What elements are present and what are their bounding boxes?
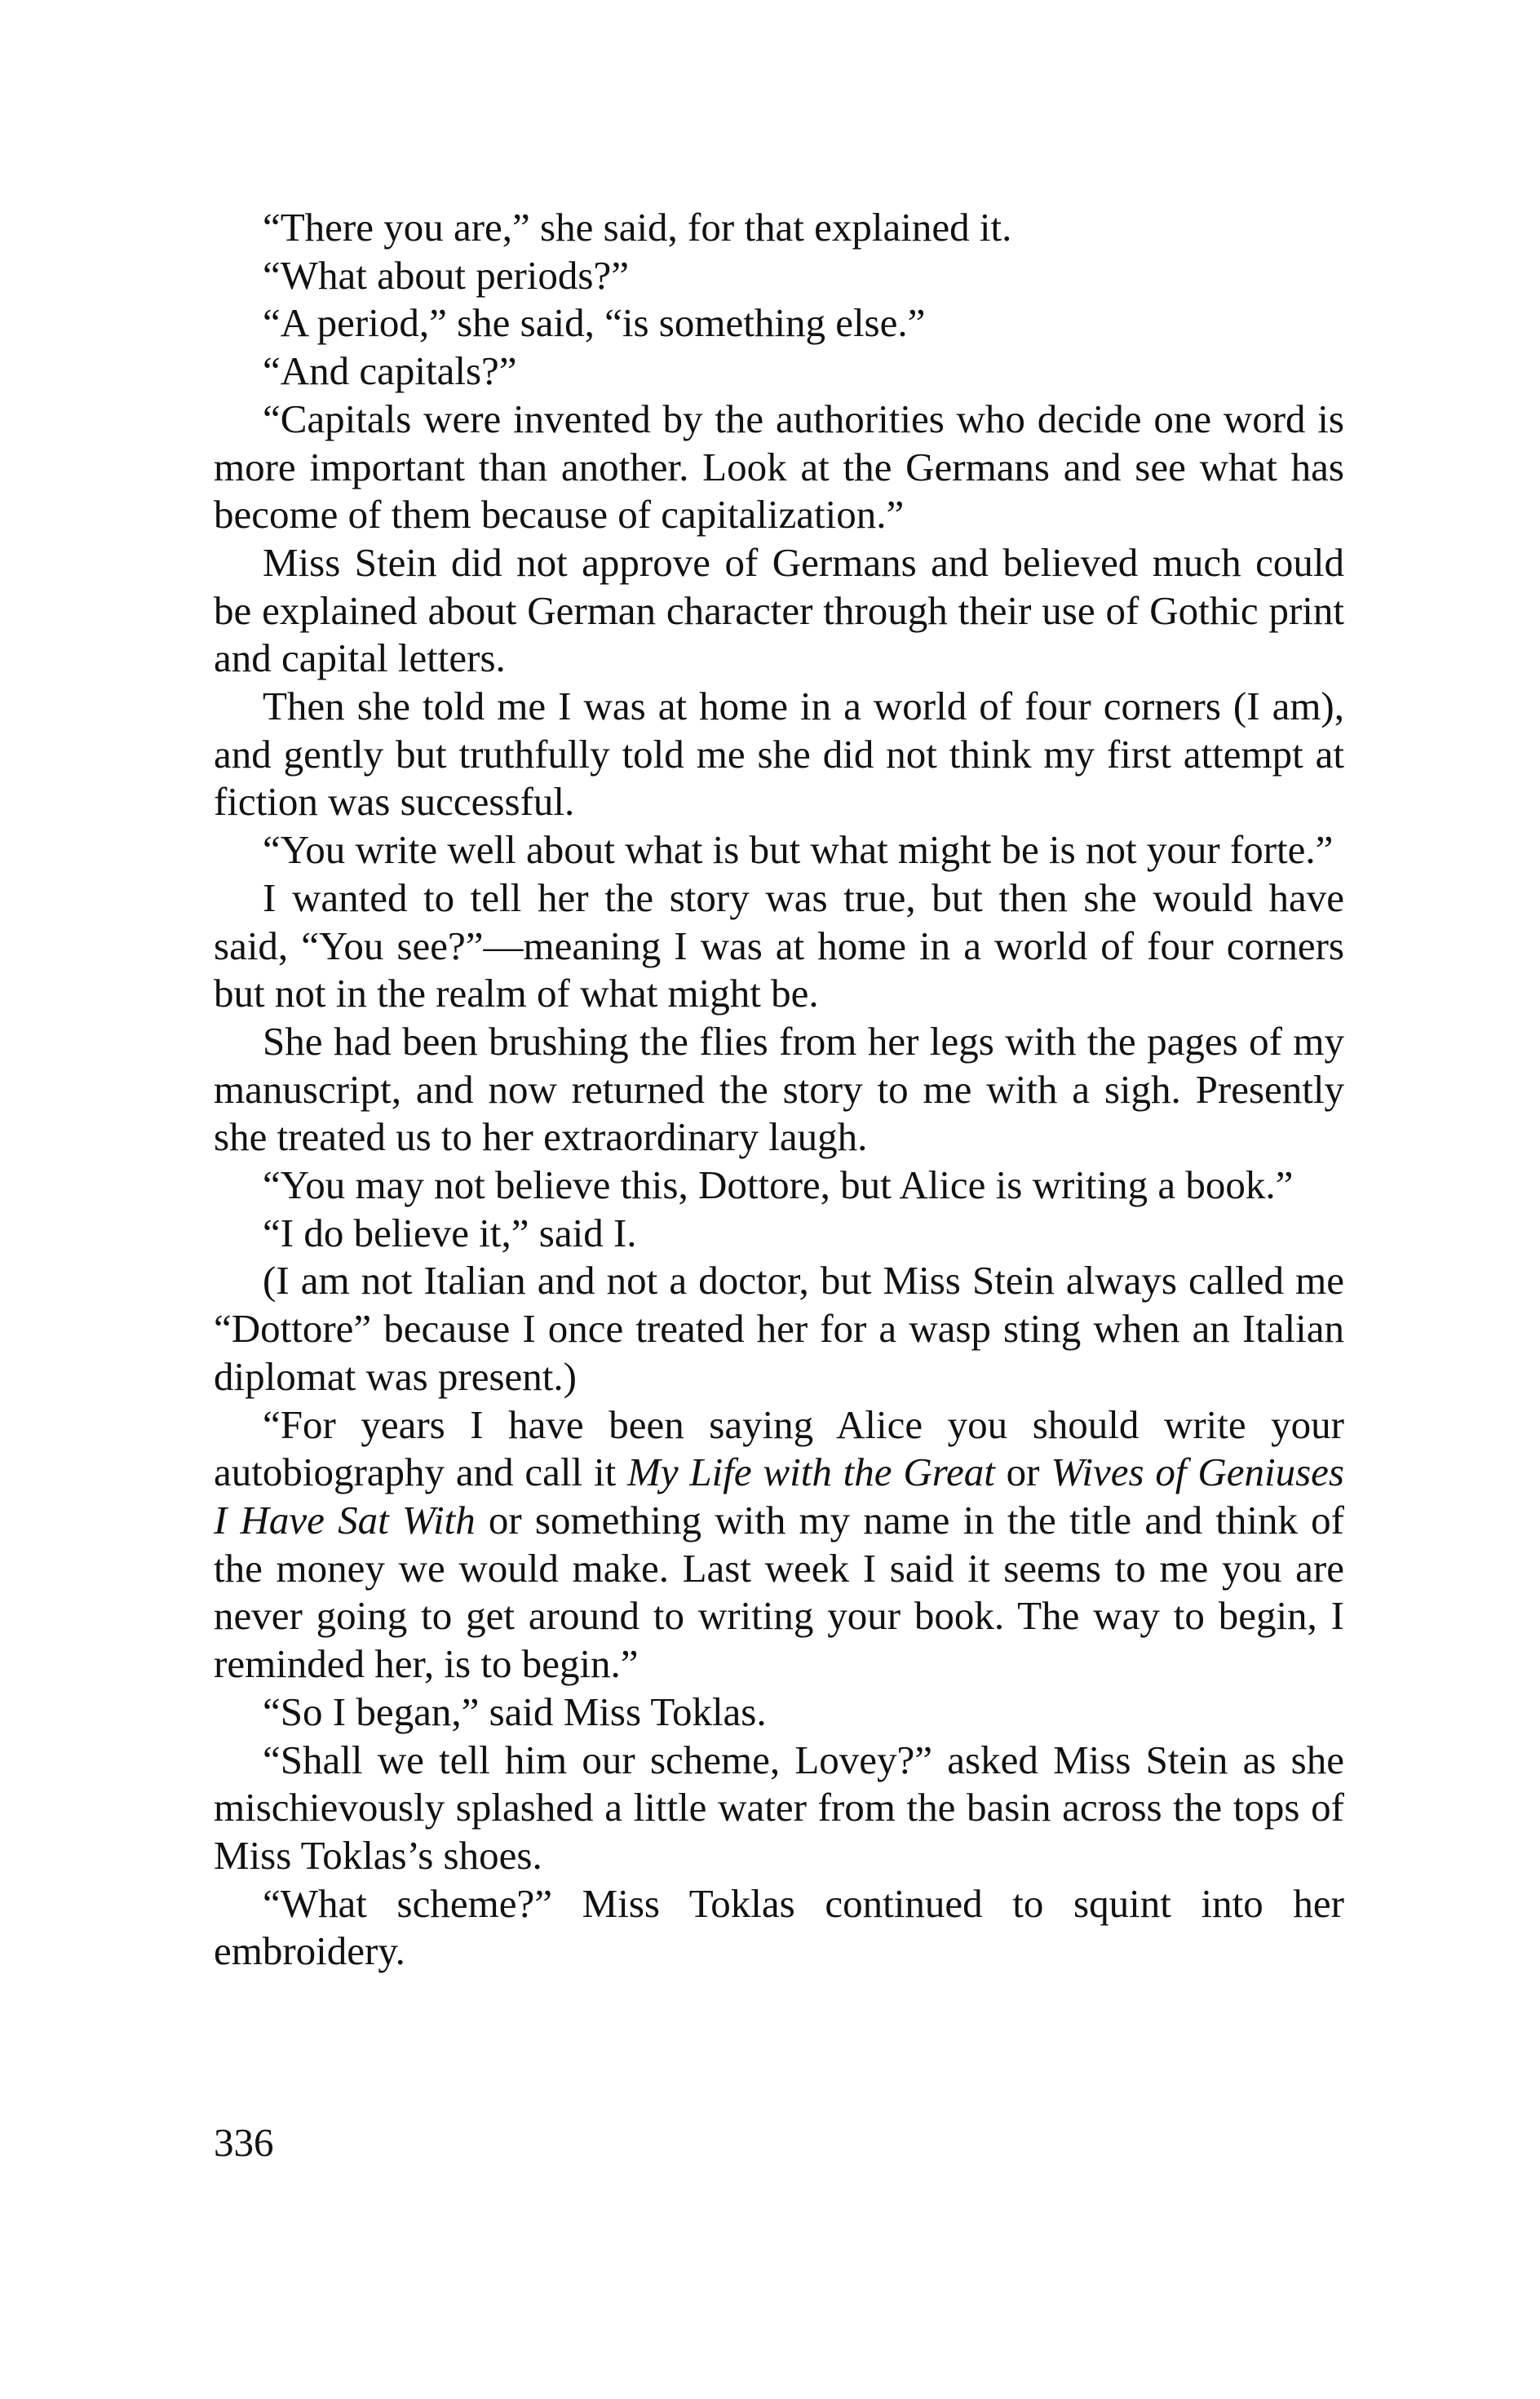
paragraph: “What scheme?” Miss Toklas continued to squint into her embroidery. [214,1880,1344,1974]
paragraph: “For years I have been saying Alice you should write your autobiography and call it My Life with the Great or Wives of Geniuses I Have Sat With or something with my name in the title and think of the money we would make. Last week I said it seems to me you are never going to get around to writing your book. The way to begin, I reminded her, is to begin.” [214,1401,1344,1687]
paragraph: “And capitals?” [263,348,517,394]
paragraph: “Capitals were invented by the authorities who decide one word is more important than another. Look at the Germans and see what has become of them because of capitalization.” [214,396,1344,538]
page-number: 336 [214,2120,274,2165]
paragraph: “A period,” she said, “is something else.” [263,300,926,346]
paragraph: “What about periods?” [263,252,629,298]
paragraph: She had been brushing the flies from her legs with the pages of my manuscript, and now returned the story to me with a sigh. Presently she treated us to her extraordinary laugh. [214,1018,1344,1160]
paragraph: Then she told me I was at home in a world of four corners (I am), and gently but truthfully told me she did not think my first attempt at fiction was successful. [214,684,1344,825]
paragraph: (I am not Italian and not a doctor, but Miss Stein always called me “Dottore” because I once treated her for a wasp sting when an Italian diplomat was present.) [214,1258,1344,1399]
paragraph: “You write well about what is but what might be is not your forte.” [263,827,1334,873]
paragraph: “Shall we tell him our scheme, Lovey?” asked Miss Stein as she mischievously splashed a little water from the basin across the tops of Miss Toklas’s shoes. [214,1737,1344,1878]
paragraph: “There you are,” she said, for that explained it. [263,205,1012,250]
paragraph: I wanted to tell her the story was true, but then she would have said, “You see?”—meaning I was at home in a world of four corners but not in the realm of what might be. [214,874,1344,1016]
italic-title: Wives of Geniuses I Have Sat With [214,1450,1344,1543]
paragraph: “So I began,” said Miss Toklas. [263,1689,767,1734]
paragraph: “You may not believe this, Dottore, but Alice is writing a book.” [263,1162,1294,1208]
paragraph: “I do believe it,” said I. [263,1210,637,1255]
paragraph: Miss Stein did not approve of Germans and believed much could be explained about German character through their use of Gothic print and capital letters. [214,539,1344,681]
italic-title: My Life with the Great [627,1450,995,1495]
body-text [214,204,1344,1976]
